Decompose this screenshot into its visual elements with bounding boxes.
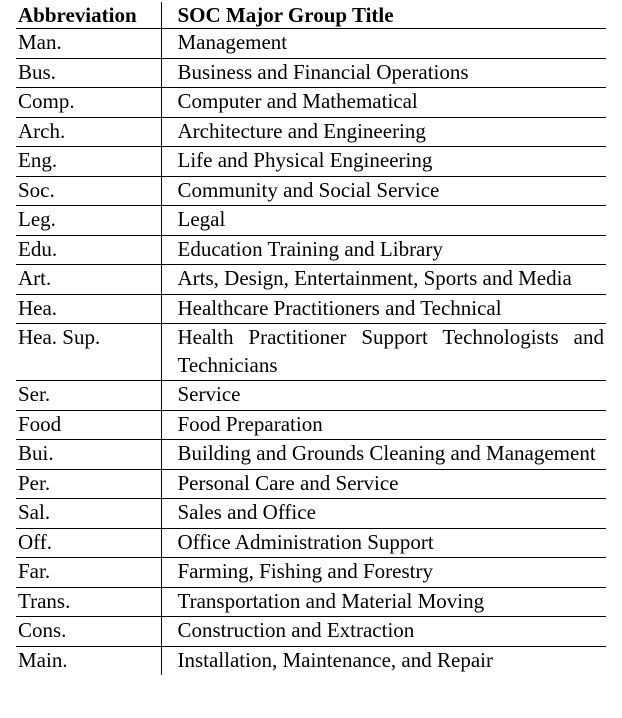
- abbreviation-cell: Trans.: [16, 587, 161, 617]
- abbreviation-cell: Bus.: [16, 58, 161, 88]
- table-row: [16, 147, 606, 177]
- table-row: [16, 646, 606, 675]
- title-cell: Arts, Design, Entertainment, Sports and Media: [161, 265, 606, 295]
- title-cell: Health Practitioner Support Technologists and Technicians: [161, 324, 606, 381]
- table-row: [16, 499, 606, 529]
- table-row: [16, 58, 606, 88]
- abbreviation-cell: Bui.: [16, 440, 161, 470]
- table-row: [16, 617, 606, 647]
- title-cell: Management: [161, 29, 606, 59]
- table-row: [16, 381, 606, 411]
- table-header: [16, 2, 606, 29]
- abbreviation-cell: Off.: [16, 528, 161, 558]
- abbreviation-cell: Edu.: [16, 235, 161, 265]
- abbreviation-cell: Far.: [16, 558, 161, 588]
- abbreviation-cell: Food: [16, 410, 161, 440]
- title-cell: Life and Physical Engineering: [161, 147, 606, 177]
- abbreviation-cell: Cons.: [16, 617, 161, 647]
- abbreviation-cell: Eng.: [16, 147, 161, 177]
- title-cell: Business and Financial Operations: [161, 58, 606, 88]
- title-cell: Food Preparation: [161, 410, 606, 440]
- title-cell: Healthcare Practitioners and Technical: [161, 294, 606, 324]
- title-cell: Construction and Extraction: [161, 617, 606, 647]
- table-row: [16, 29, 606, 59]
- abbreviation-cell: Soc.: [16, 176, 161, 206]
- table-row: [16, 176, 606, 206]
- table-row: [16, 294, 606, 324]
- abbreviation-cell: Sal.: [16, 499, 161, 529]
- title-cell: Installation, Maintenance, and Repair: [177, 647, 493, 672]
- table-row: [16, 265, 606, 295]
- title-cell: Transportation and Material Moving: [161, 587, 606, 617]
- table-row: [16, 117, 606, 147]
- abbreviation-cell: Per.: [16, 469, 161, 499]
- table-row: [16, 410, 606, 440]
- title-cell: Legal: [161, 206, 606, 236]
- table-row: [16, 88, 606, 118]
- title-cell: Service: [161, 381, 606, 411]
- title-cell: Sales and Office: [161, 499, 606, 529]
- abbreviation-cell: Main.: [16, 646, 161, 675]
- table-body: [16, 29, 606, 676]
- abbreviation-cell: Comp.: [16, 88, 161, 118]
- table-row: [16, 440, 606, 470]
- soc-abbreviation-table: [16, 2, 606, 675]
- title-cell: Community and Social Service: [161, 176, 606, 206]
- abbreviation-cell: Ser.: [16, 381, 161, 411]
- abbreviation-cell: Arch.: [16, 117, 161, 147]
- soc-table-container: [16, 2, 606, 675]
- table-row: [16, 587, 606, 617]
- title-column-header: SOC Major Group Title: [161, 2, 606, 29]
- title-cell: Computer and Mathematical: [161, 88, 606, 118]
- abbreviation-cell: Art.: [16, 265, 161, 295]
- table-row: [16, 206, 606, 236]
- header-row: [16, 2, 606, 29]
- abbreviation-cell: Hea.: [16, 294, 161, 324]
- abbreviation-column-header: Abbreviation: [16, 2, 161, 29]
- title-cell: Building and Grounds Cleaning and Management: [161, 440, 606, 470]
- abbreviation-cell: Leg.: [16, 206, 161, 236]
- table-row: [16, 324, 606, 381]
- table-row: [16, 469, 606, 499]
- title-cell: Education Training and Library: [161, 235, 606, 265]
- title-cell: Personal Care and Service: [161, 469, 606, 499]
- table-row: [16, 558, 606, 588]
- table-row: [16, 235, 606, 265]
- abbreviation-cell: Man.: [16, 29, 161, 59]
- title-cell: Office Administration Support: [161, 528, 606, 558]
- title-cell: Farming, Fishing and Forestry: [161, 558, 606, 588]
- title-cell: Architecture and Engineering: [161, 117, 606, 147]
- abbreviation-cell: Hea. Sup.: [16, 324, 161, 381]
- table-row: [16, 528, 606, 558]
